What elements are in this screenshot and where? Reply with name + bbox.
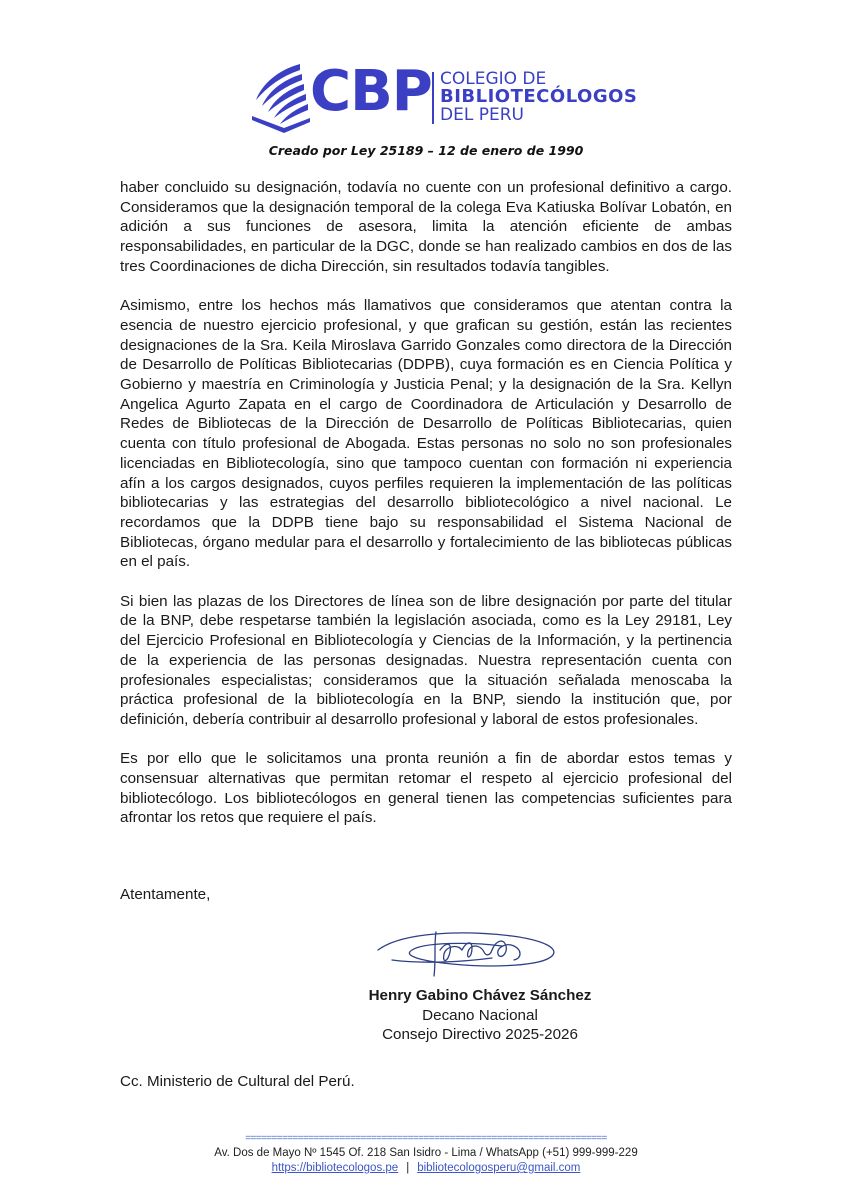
email-link[interactable]: bibliotecologosperu@gmail.com [417, 1162, 581, 1174]
website-link[interactable]: https://bibliotecologos.pe [271, 1162, 399, 1174]
organization-logo [248, 56, 638, 140]
logo-divider [432, 72, 434, 124]
signatory-name: Henry Gabino Chávez Sánchez [368, 987, 592, 1004]
footer-rule: ===================================================================== [245, 1133, 607, 1144]
paragraph-4: Es por ello que le solicitamos una pronta reunión a fin de abordar estos temas y consensuar alternativas que permitan retomar el respeto al ejercicio profesional del bibliotecólogo. Los bibliotecólogos en general tienen las competencias suficientes para afrontar los retos que requiere el país. [120, 750, 732, 827]
page-footer [0, 1131, 852, 1176]
footer-separator: | [406, 1162, 410, 1174]
footer-contacts [0, 1161, 852, 1176]
footer-address: Av. Dos de Mayo Nº 1545 Of. 218 San Isidro - Lima / WhatsApp (+51) 999-999-229 [214, 1147, 638, 1159]
closing-salutation: Atentamente, [120, 886, 211, 903]
logo-name-line-2: BIBLIOTECÓLOGOS [440, 86, 638, 107]
paragraph-2: Asimismo, entre los hechos más llamativos que consideramos que atentan contra la esencia de nuestro ejercicio profesional, y que grafican su gestión, están las recientes designaciones de la Sra. Keila Miroslava Garrido Gonzales como directora de la Dirección de Desarrollo de Políticas Bibliotecarias (DDPB), cuya formación es en Ciencia Política y Gobierno y maestría en Criminología y Justicia Penal; y la designación de la Sra. Kellyn Angelica Agurto Zapata en el cargo de Coordinadora de Articulación y Desarrollo de Redes de Bibliotecas de la Dirección de Desarrollo de Políticas Bibliotecarias, quien cuenta con título profesional de Abogada. Estas personas no solo no son profesionales licenciadas en Bibliotecología, sino que tampoco cuentan con formación ni experiencia afín a los cargos designados, cuyos perfiles requieren la implementación de las políticas bibliotecarias y las estrategias del desarrollo bibliotecológico a nivel nacional. Le recordamos que la DDPB tiene bajo su responsabilidad el Sistema Nacional de Bibliotecas, órgano medular para el desarrollo y fortalecimiento de las bibliotecas públicas en el país. [120, 297, 732, 571]
handwritten-signature [372, 920, 572, 984]
paragraph-1: haber concluido su designación, todavía no cuente con un profesional definitivo a cargo. Consideramos que la designación temporal de la colega Eva Katiuska Bolívar Lobatón, en adición a sus funciones de asesora, limita la atención eficiente de ambas responsabilidades, en particular de la DGC, donde se han realizado cambios en dos de las tres Coordinaciones de dicha Dirección, sin resultados todavía tangibles. [120, 179, 732, 275]
paragraph-3: Si bien las plazas de los Directores de línea son de libre designación por parte del titular de la BNP, debe respetarse también la legislación asociada, como es la Ley 29181, Ley del Ejercicio Profesional en Bibliotecología y Ciencias de la Información, y la pertinencia de la experiencia de las personas designadas. Nuestra representación cuenta con profesionales especialistas; consideramos que la situación señalada menoscaba la práctica profesional de la bibliotecología en la BNP, siendo la institución que, por definición, debería contribuir al desarrollo profesional y laboral de estos profesionales. [120, 592, 732, 728]
carbon-copy-line: Cc. Ministerio de Cultural del Perú. [120, 1073, 355, 1090]
letter-body [120, 178, 732, 848]
open-book-icon [248, 56, 318, 140]
logo-name-line-3: DEL PERU [440, 105, 524, 125]
logo-abbreviation: CBP [310, 59, 432, 124]
signatory-council: Consejo Directivo 2025-2026 [382, 1026, 578, 1043]
signatory-role: Decano Nacional [422, 1006, 538, 1024]
creation-law-subtitle: Creado por Ley 25189 – 12 de enero de 1990 [268, 143, 584, 158]
logo-organization-name [440, 70, 637, 124]
logo-name-line-1: COLEGIO DE [440, 69, 547, 89]
signature-block [330, 986, 630, 1045]
